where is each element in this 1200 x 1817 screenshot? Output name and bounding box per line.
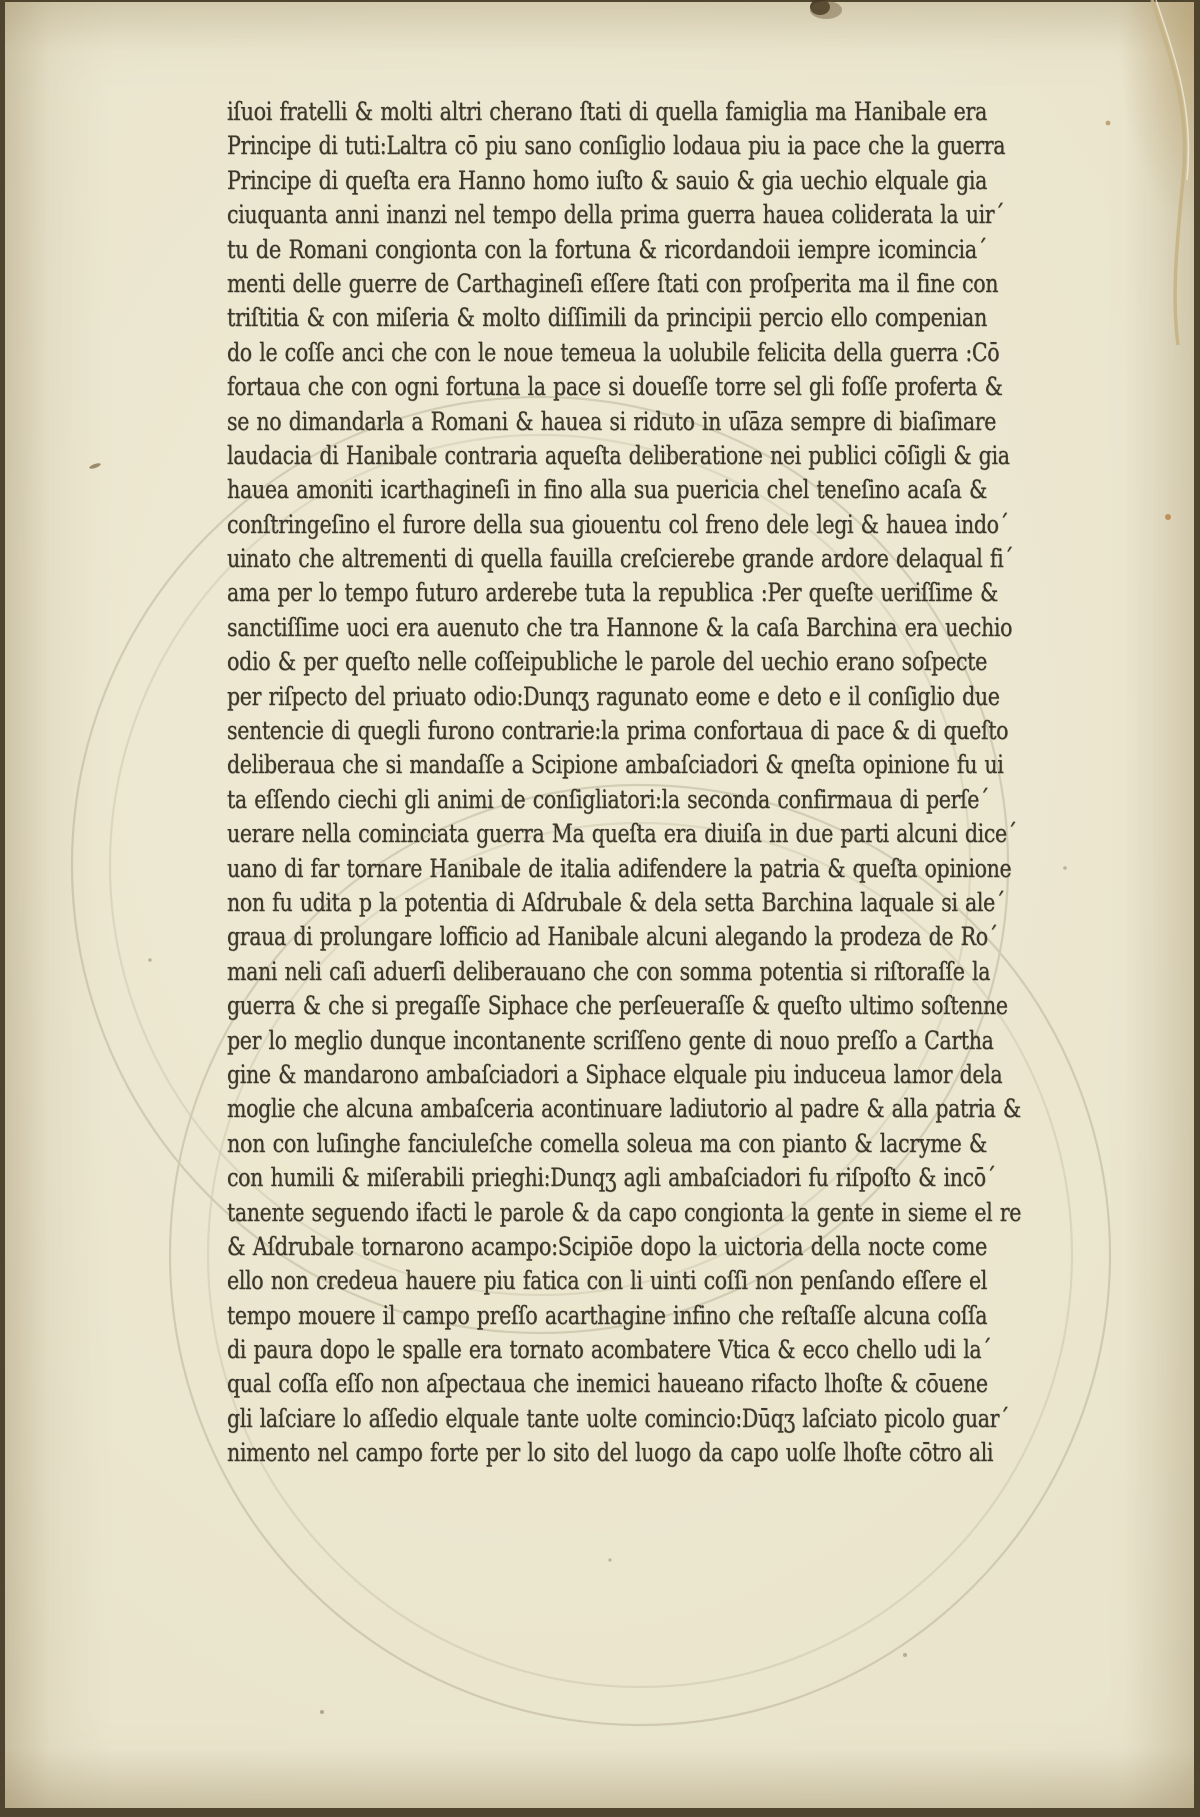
text-line: qual coſſa eſſo non aſpectaua che inemici haueano rifacto lhoſte & cōuene [227, 1369, 988, 1399]
text-line: sentencie di quegli furono contrarie:la prima confortaua di pace & di queſto [227, 716, 1009, 746]
text-line: mani neli caſi aduerſi deliberauano che con somma potentia si riſtoraſſe la [227, 956, 991, 986]
text-line: do le coſſe anci che con le noue temeua la uolubile felicita della guerra :Cō [227, 337, 1000, 367]
text-line: nimento nel campo forte per lo sito del luogo da capo uolſe lhoſte cōtro ali [227, 1438, 994, 1468]
text-line: uinato che altrementi di quella fauilla creſcierebe grande ardore delaqual fi´ [227, 544, 1014, 574]
text-line: Principe di tuti:Laltra cō piu sano conſiglio lodaua piu ia pace che la guerra [227, 131, 1006, 161]
text-line: uano di far tornare Hanibale de italia adifendere la patria & queſta opinione [227, 853, 1012, 883]
text-line: per riſpecto del priuato odio:Dunqʒ ragunato eome e deto e il conſiglio due [227, 681, 1000, 711]
text-line: moglie che alcuna ambaſceria acontinuare ladiutorio al padre & alla patria & [227, 1094, 1021, 1124]
text-line: menti delle guerre de Carthagineſi eſſere ſtati con proſperita ma il fine con [227, 268, 999, 298]
text-line: Principe di queſta era Hanno homo iuſto & sauio & gia uechio elquale gia [227, 165, 987, 195]
text-line: con humili & miſerabili prieghi:Dunqʒ agli ambaſciadori fu riſpoſto & incō´ [227, 1163, 996, 1193]
text-line: gli laſciare lo aſſedio elquale tante uolte comincio:Dūqʒ laſciato picolo guar´ [227, 1403, 1010, 1433]
text-line: tanente seguendo ifacti le parole & da capo congionta la gente in sieme el re [227, 1197, 1022, 1227]
text-line: hauea amoniti icarthagineſi in fino alla sua puericia chel teneſino acaſa & [227, 475, 987, 505]
text-line: non con luſinghe fanciuleſche comella soleua ma con pianto & lacryme & [227, 1128, 987, 1158]
text-line: laudacia di Hanibale contraria aqueſta deliberatione nei publici cōſigli & gia [227, 440, 1010, 470]
text-line: iſuoi fratelli & molti altri cherano ſtati di quella famiglia ma Hanibale era [227, 97, 987, 126]
text-line: sanctiſſime uoci era auenuto che tra Hannone & la caſa Barchina era uechio [227, 612, 1013, 642]
text-line: tu de Romani congionta con la fortuna & ricordandoii iempre icomincia´ [227, 234, 987, 264]
text-line: ello non credeua hauere piu fatica con li uinti coſſi non penſando eſſere el [227, 1266, 987, 1296]
text-line: triſtitia & con miſeria & molto diſſimili da principii percio ello compenian [227, 303, 987, 333]
text-line: per lo meglio dunque incontanente scriſſeno gente di nouo preſſo a Cartha [227, 1025, 994, 1055]
text-line: ciuquanta anni inanzi nel tempo della prima guerra hauea coliderata la uir´ [227, 200, 1005, 230]
text-line: fortaua che con ogni fortuna la pace si doueſſe torre sel gli foſſe proferta & [227, 372, 1003, 402]
corner-crease-shade [1074, 2, 1194, 342]
text-line: ama per lo tempo futuro arderebe tuta la republica :Per queſte ueriſſime & [227, 578, 998, 608]
text-line: deliberaua che si mandaſſe a Scipione ambaſciadori & qneſta opinione fu ui [227, 750, 1004, 780]
text-line: conſtringeſino el furore della sua giouentu col freno dele legi & hauea indo´ [227, 509, 1009, 539]
text-line: guerra & che si pregaſſe Siphace che perſeueraſſe & queſto ultimo soſtenne [227, 991, 1008, 1021]
text-line: se no dimandarla a Romani & hauea si riduto in uſāza sempre di biaſimare [227, 406, 996, 436]
text-line: odio & per queſto nelle coſſeipubliche le parole del uechio erano soſpecte [227, 647, 987, 677]
text-line: ta eſſendo ciechi gli animi de conſigliatori:la seconda confirmaua di perſe´ [227, 784, 990, 814]
text-line: non fu udita p la potentia di Aſdrubale & dela setta Barchina laquale si ale´ [227, 887, 1005, 917]
text-line: uerare nella cominciata guerra Ma queſta era diuiſa in due parti alcuni dice´ [227, 819, 1017, 849]
text-line: di paura dopo le spalle era tornato acombatere Vtica & ecco chello udi la´ [227, 1335, 992, 1365]
text-block [227, 95, 1022, 1471]
text-line: & Aſdrubale tornarono acampo:Scipiōe dopo la uictoria della nocte come [227, 1231, 987, 1261]
text-line: tempo mouere il campo preſſo acarthagine infino che reſtaſſe alcuna coſſa [227, 1300, 988, 1330]
text-line: graua di prolungare lofficio ad Hanibale alcuni alegando la prodeza de Ro´ [227, 922, 998, 952]
text-line: gine & mandarono ambaſciadori a Siphace elquale piu induceua lamor dela [227, 1059, 1003, 1089]
